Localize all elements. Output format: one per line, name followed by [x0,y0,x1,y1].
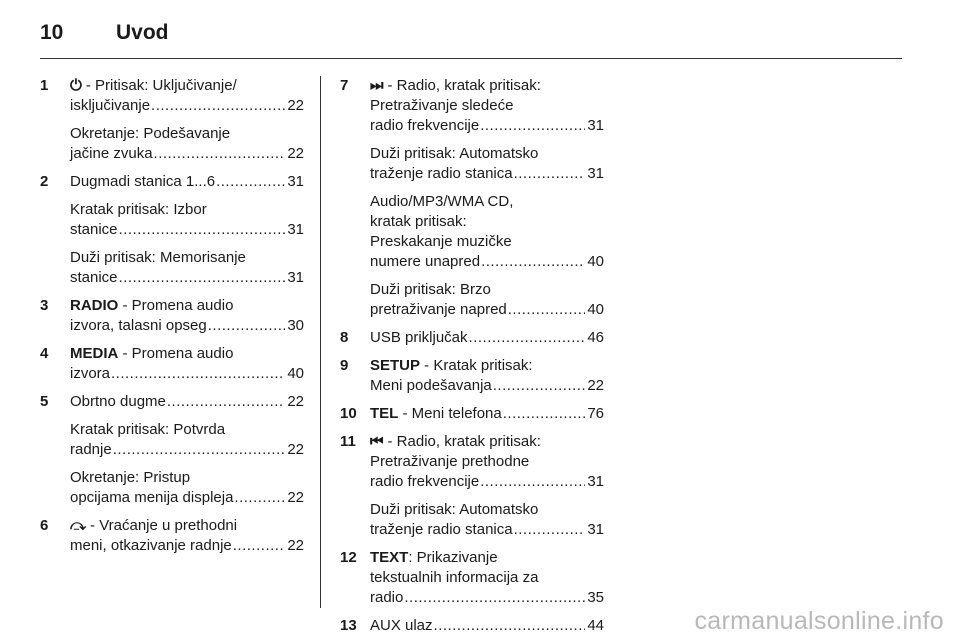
dot-leader [207,316,286,336]
line-text: Duži pritisak: Brzo [370,281,491,298]
legend-entry [340,548,604,616]
legend-entry [40,392,304,516]
line-text: - Vraćanje u prethodni [90,517,238,534]
line-text: : Prikazivanje [408,549,498,566]
leader-label: numere unapred [370,253,481,270]
leader-text [370,472,479,492]
dot-leader [110,364,285,384]
line-text: - Promena audio [118,345,234,362]
dot-leader [233,488,285,508]
entry-line [70,248,304,268]
leader-label: traženje radio stanica [370,521,513,538]
left-column [40,76,304,564]
page-reference: 31 [587,165,604,182]
toc-leader-line [70,316,304,336]
toc-leader-line [70,440,304,460]
chapter-title: Uvod [116,21,169,44]
entry-paragraph [70,516,304,556]
leader-text [370,116,479,136]
page-reference: 22 [287,145,304,162]
dot-leader [468,328,586,348]
page-reference: 40 [587,301,604,318]
entry-paragraph [370,500,604,540]
page-reference: 40 [587,253,604,270]
entry-paragraph [370,192,604,272]
entry-line [370,96,604,116]
toc-leader-line [70,488,304,508]
entry-body [70,296,304,344]
leader-label: radio frekvencije [370,473,480,490]
dot-leader [513,520,586,540]
dot-leader [166,392,285,412]
toc-leader-line [370,300,604,320]
entry-body [70,172,304,296]
toc-leader-line [70,392,304,412]
header-rule [40,58,902,59]
legend-entry [340,432,604,548]
entry-line [370,500,604,520]
toc-leader-line [70,96,304,116]
page-reference: 76 [587,405,604,422]
entry-line [70,420,304,440]
page-reference: 22 [287,537,304,554]
legend-entry [40,172,304,296]
page-number: 10 [40,21,64,44]
line-text: Duži pritisak: Automatsko [370,501,539,518]
entry-body [370,76,604,328]
dot-leader [492,376,586,396]
entry-paragraph [370,328,604,348]
toc-leader-line [370,328,604,348]
entry-number: 8 [340,329,349,346]
entry-paragraph [370,144,604,184]
toc-leader-line [70,172,304,192]
toc-leader-line [370,588,604,608]
toc-leader-line [70,536,304,556]
leader-label: izvora [70,365,111,382]
page-reference: 31 [587,117,604,134]
leader-label: AUX ulaz [370,617,433,634]
line-text: - Radio, kratak pritisak: [387,433,541,450]
entry-number: 5 [40,393,49,410]
page-reference: 22 [287,489,304,506]
legend-entry [340,356,604,404]
leader-label: Meni podešavanja [370,377,492,394]
leader-text [370,404,502,424]
leader-text [370,520,513,540]
dot-leader [150,96,285,116]
leader-label: jačine zvuka [70,145,153,162]
entry-paragraph [70,296,304,336]
line-text: Audio/MP3/WMA CD, [370,193,514,210]
leader-text [370,252,480,272]
entry-paragraph [70,172,304,192]
leader-text [70,96,150,116]
entry-paragraph [70,468,304,508]
dot-leader [479,472,585,492]
legend-entry [340,616,604,644]
dot-leader [513,164,586,184]
entry-body [370,616,604,644]
entry-number: 4 [40,345,49,362]
line-text: Preskakanje muzičke [370,233,512,250]
entry-body [370,328,604,356]
leader-label: radio [370,589,404,606]
page-reference: 22 [587,377,604,394]
entry-number: 9 [340,357,349,374]
control-keyword: SETUP [370,357,421,374]
entry-number: 13 [340,617,357,634]
toc-leader-line [370,376,604,396]
leader-text [370,164,513,184]
toc-leader-line [70,268,304,288]
watermark: carmanualsonline.info [694,607,944,635]
legend-entry [340,404,604,432]
legend-entry [40,516,304,564]
leader-text [370,300,507,320]
entry-paragraph [70,124,304,164]
leader-label: traženje radio stanica [370,165,513,182]
page-reference: 22 [287,97,304,114]
leader-label: opcijama menija displeja [70,489,234,506]
line-text: Pretraživanje sledeće [370,97,514,114]
dot-leader [112,440,286,460]
entry-number: 7 [340,77,349,94]
skip-forward-icon: ⏭ [370,77,384,94]
entry-line [70,468,304,488]
page-reference: 31 [587,521,604,538]
entry-paragraph [370,76,604,136]
entry-paragraph [370,432,604,492]
legend-entry [340,76,604,328]
toc-leader-line [370,472,604,492]
legend-entry [40,76,304,172]
entry-line [70,124,304,144]
leader-label: Dugmadi stanica 1...6 [70,173,216,190]
dot-leader [118,220,286,240]
entry-body [370,432,604,548]
line-text: Kratak pritisak: Izbor [70,201,207,218]
dot-leader [153,144,286,164]
entry-number: 12 [340,549,357,566]
line-text: Okretanje: Podešavanje [70,125,231,142]
leader-label: stanice [70,221,118,238]
leader-text [370,616,433,636]
line-text: kratak pritisak: [370,213,467,230]
leader-text [370,376,492,396]
control-keyword: RADIO [70,297,119,314]
entry-paragraph [70,344,304,384]
toc-leader-line [370,404,604,424]
entry-number: 11 [340,433,356,450]
entry-line [370,452,604,472]
entry-line [370,232,604,252]
dot-leader [118,268,286,288]
line-text: Pretraživanje prethodne [370,453,530,470]
right-column [340,76,604,644]
entry-line [370,212,604,232]
leader-text [70,536,232,556]
entry-paragraph [370,404,604,424]
toc-leader-line [370,164,604,184]
page-reference: 22 [287,393,304,410]
toc-leader-line [70,220,304,240]
entry-line [370,76,604,96]
toc-leader-line [370,116,604,136]
dot-leader [479,116,585,136]
dot-leader [215,172,285,192]
entry-body [370,356,604,404]
leader-text [70,144,153,164]
entry-line [370,432,604,452]
entry-paragraph [70,200,304,240]
line-text: - Pritisak: Uključivanje/ [85,77,237,94]
page-reference: 40 [287,365,304,382]
entry-number: 10 [340,405,357,422]
leader-label: USB priključak [370,329,468,346]
leader-text [370,588,403,608]
entry-body [70,344,304,392]
page-reference: 22 [287,441,304,458]
toc-leader-line [370,520,604,540]
control-keyword: MEDIA [70,345,119,362]
legend-entry [340,328,604,356]
dot-leader [403,588,585,608]
line-text: Kratak pritisak: Potvrda [70,421,226,438]
dot-leader [433,616,586,636]
leader-label: - Meni telefona [398,405,502,422]
column-divider [320,76,321,608]
entry-number: 3 [40,297,49,314]
page-header [40,16,169,50]
entry-paragraph [370,548,604,608]
entry-paragraph [370,280,604,320]
leader-label: stanice [70,269,118,286]
leader-text [70,392,166,412]
back-arrow-icon: ⤼ [70,517,87,534]
page-reference: 35 [587,589,604,606]
entry-line [370,280,604,300]
entry-paragraph [370,356,604,396]
leader-label: pretraživanje napred [370,301,507,318]
dot-leader [232,536,286,556]
line-text: - Radio, kratak pritisak: [387,77,541,94]
dot-leader [507,300,586,320]
entry-paragraph [70,420,304,460]
entry-number: 6 [40,517,49,534]
page-reference: 31 [287,269,304,286]
leader-text [70,364,110,384]
entry-body [70,392,304,516]
page-reference: 30 [287,317,304,334]
page-reference: 31 [287,173,304,190]
line-text: Duži pritisak: Automatsko [370,145,539,162]
leader-label: Obrtno dugme [70,393,166,410]
entry-body [370,404,604,432]
leader-label: meni, otkazivanje radnje [70,537,232,554]
power-icon: ⏻ [70,77,82,94]
entry-paragraph [70,392,304,412]
legend-entry [40,344,304,392]
legend-entry [40,296,304,344]
leader-label: radio frekvencije [370,117,480,134]
dot-leader [480,252,585,272]
line-text: Okretanje: Pristup [70,469,191,486]
leader-text [70,440,112,460]
leader-label: isključivanje [70,97,151,114]
control-keyword: TEXT [370,549,409,566]
line-text: - Promena audio [118,297,234,314]
entry-line [70,344,304,364]
page-reference: 44 [587,617,604,634]
page-reference: 46 [587,329,604,346]
line-text: Duži pritisak: Memorisanje [70,249,246,266]
leader-text [70,268,118,288]
leader-text [70,172,215,192]
skip-back-icon: ⏮ [370,433,384,450]
entry-paragraph [370,616,604,636]
control-keyword: TEL [370,405,399,422]
entry-line [370,356,604,376]
entry-line [370,568,604,588]
entry-line [370,192,604,212]
entry-line [70,76,304,96]
entry-paragraph [70,248,304,288]
entry-body [70,516,304,564]
entry-line [370,144,604,164]
leader-text [70,488,233,508]
leader-label: izvora, talasni opseg [70,317,207,334]
leader-text [370,328,468,348]
line-text: - Kratak pritisak: [420,357,533,374]
entry-line [370,548,604,568]
page-reference: 31 [587,473,604,490]
toc-leader-line [70,364,304,384]
toc-leader-line [70,144,304,164]
toc-leader-line [370,616,604,636]
page-reference: 31 [287,221,304,238]
leader-text [70,220,118,240]
entry-number: 2 [40,173,49,190]
line-text: tekstualnih informacija za [370,569,539,586]
entry-body [70,76,304,172]
leader-label: radnje [70,441,112,458]
entry-paragraph [70,76,304,116]
toc-leader-line [370,252,604,272]
entry-body [370,548,604,616]
entry-number: 1 [40,77,49,94]
leader-text [70,316,207,336]
entry-line [70,200,304,220]
entry-line [70,516,304,536]
entry-line [70,296,304,316]
dot-leader [502,404,586,424]
